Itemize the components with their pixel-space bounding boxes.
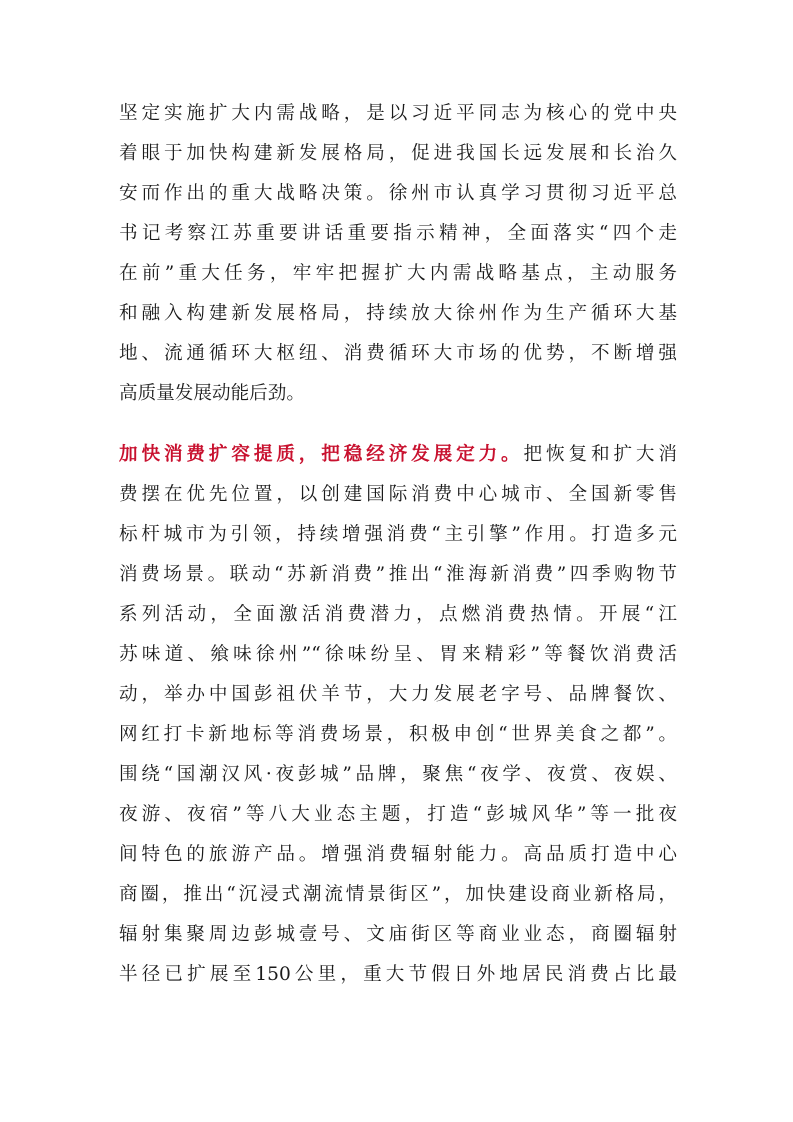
paragraph-line: 间特色的旅游产品。增强消费辐射能力。高品质打造中心 bbox=[119, 844, 677, 865]
paragraph-line: 安而作出的重大战略决策。徐州市认真学习贯彻习近平总 bbox=[119, 183, 677, 204]
paragraph-line: 动，举办中国彭祖伏羊节，大力发展老字号、品牌餐饮、 bbox=[119, 684, 677, 705]
paragraph-2 bbox=[119, 435, 677, 995]
paragraph-1 bbox=[119, 94, 677, 414]
paragraph-line: 辐射集聚周边彭城壹号、文庙街区等商业业态，商圈辐射 bbox=[119, 924, 677, 945]
paragraph-line: 半径已扩展至150公里，重大节假日外地居民消费占比最 bbox=[119, 964, 677, 985]
paragraph-line-rest: 把恢复和扩大消 bbox=[523, 444, 677, 465]
paragraph-line: 费摆在优先位置，以创建国际消费中心城市、全国新零售 bbox=[119, 484, 677, 505]
paragraph-line: 书记考察江苏重要讲话重要指示精神，全面落实“四个走 bbox=[119, 223, 677, 244]
paragraph-line: 在前”重大任务，牢牢把握扩大内需战略基点，主动服务 bbox=[119, 263, 677, 284]
paragraph-line: 苏味道、飨味徐州”“徐味纷呈、胃来精彩”等餐饮消费活 bbox=[119, 644, 677, 665]
paragraph-line: 围绕“国潮汉风·夜彭城”品牌，聚焦“夜学、夜赏、夜娱、 bbox=[119, 764, 677, 785]
paragraph-line: 商圈，推出“沉浸式潮流情景街区”，加快建设商业新格局， bbox=[119, 884, 677, 905]
paragraph-line: 地、流通循环大枢纽、消费循环大市场的优势，不断增强 bbox=[119, 343, 677, 364]
paragraph-line: 网红打卡新地标等消费场景，积极申创“世界美食之都”。 bbox=[119, 724, 677, 745]
paragraph-line: 着眼于加快构建新发展格局，促进我国长远发展和长治久 bbox=[119, 143, 677, 164]
paragraph-line: 和融入构建新发展格局，持续放大徐州作为生产循环大基 bbox=[119, 303, 677, 324]
paragraph-spacer bbox=[119, 414, 677, 435]
document-page bbox=[119, 94, 677, 995]
paragraph-lead-heading: 加快消费扩容提质，把稳经济发展定力。 bbox=[119, 444, 524, 465]
paragraph-line: 标杆城市为引领，持续增强消费“主引擎”作用。打造多元 bbox=[119, 524, 677, 545]
paragraph-first-line bbox=[119, 435, 677, 475]
paragraph-line: 系列活动，全面激活消费潜力，点燃消费热情。开展“江 bbox=[119, 604, 677, 625]
paragraph-line: 坚定实施扩大内需战略，是以习近平同志为核心的党中央 bbox=[119, 103, 677, 124]
paragraph-line: 夜游、夜宿”等八大业态主题，打造“彭城风华”等一批夜 bbox=[119, 804, 677, 825]
paragraph-line: 高质量发展动能后劲。 bbox=[119, 383, 305, 404]
paragraph-line: 消费场景。联动“苏新消费”推出“淮海新消费”四季购物节 bbox=[119, 564, 677, 585]
